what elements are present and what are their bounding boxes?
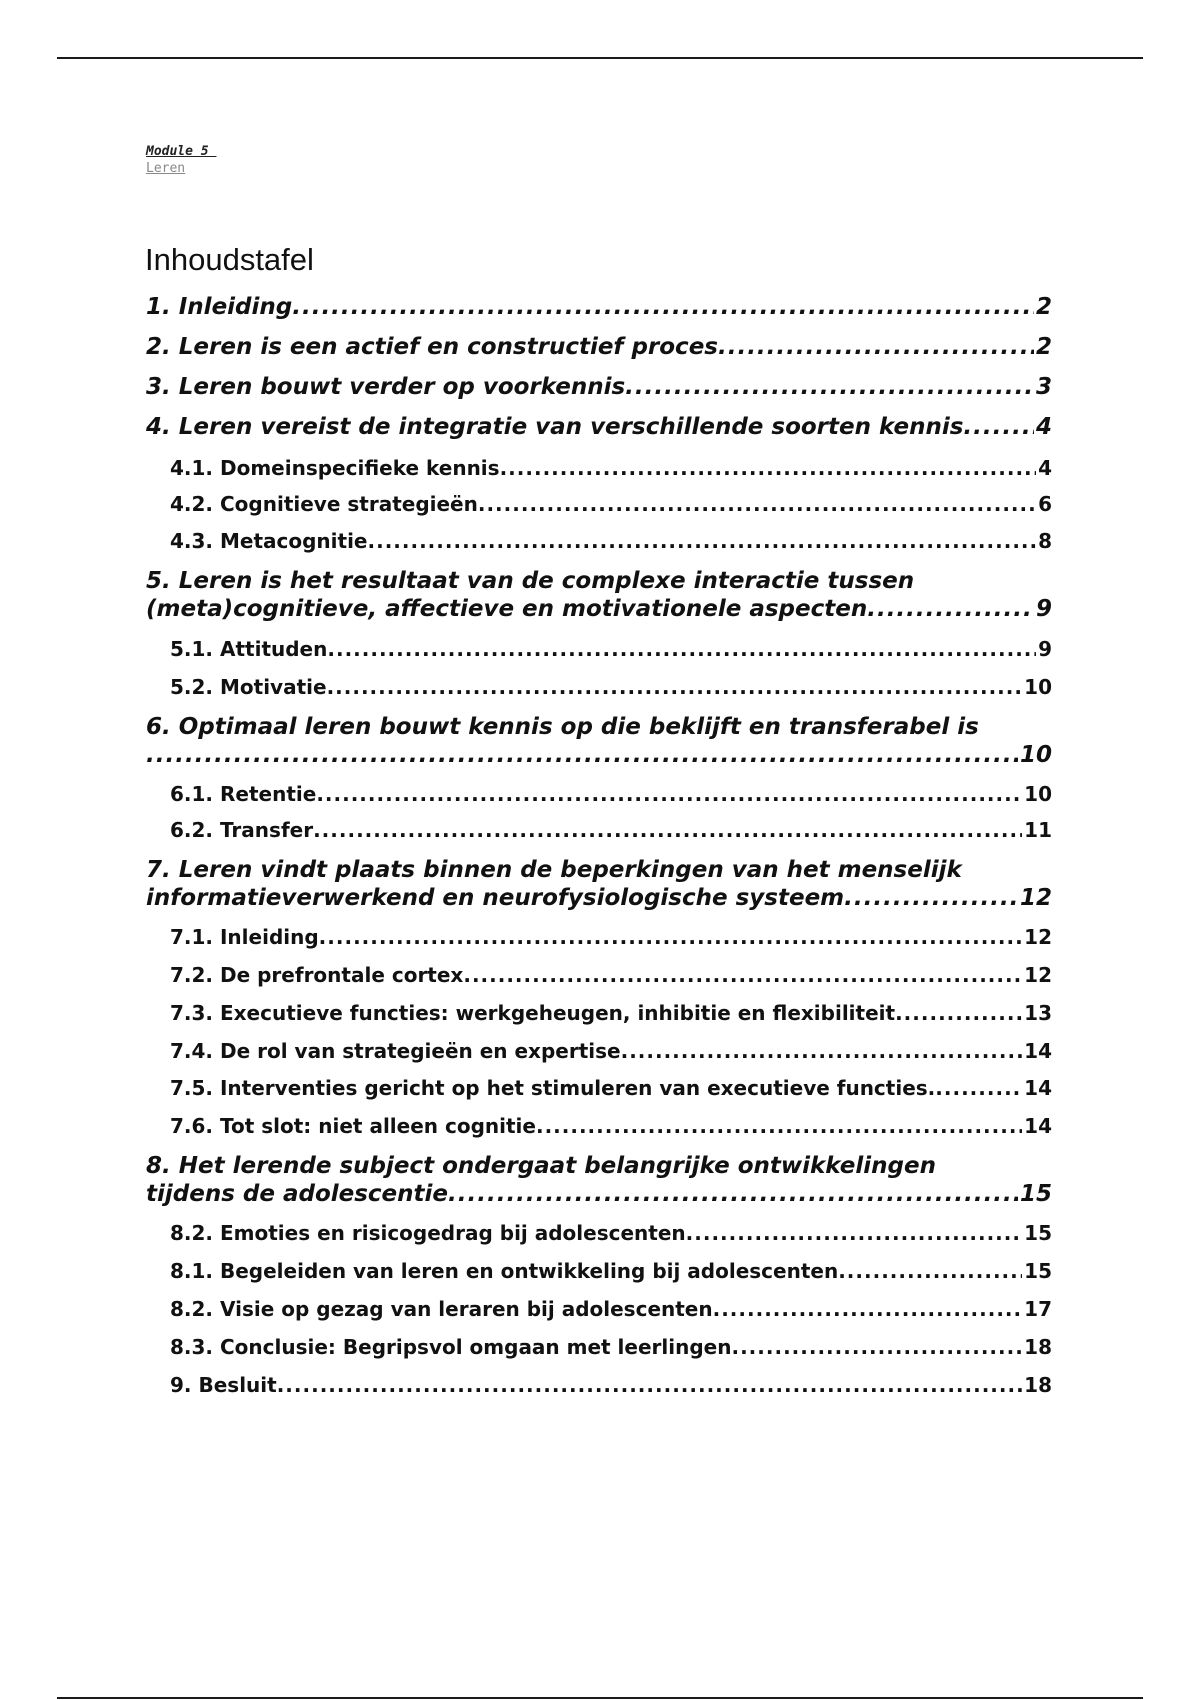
toc-entry-title: 8.1. Begeleiden van leren en ontwikkeling bij adolescenten <box>170 1259 839 1283</box>
toc-entry[interactable] <box>170 924 1052 950</box>
toc-entry[interactable] <box>170 1220 1052 1246</box>
toc-entry-title: 4.3. Metacognitie <box>170 529 368 553</box>
toc-leader <box>327 636 1036 662</box>
toc-entry-page: 15 <box>1019 1181 1052 1207</box>
toc-entry-page: 2 <box>1035 334 1052 360</box>
toc-entry-title: 6.1. Retentie <box>170 782 317 806</box>
toc-leader <box>686 1220 1023 1246</box>
toc-leader <box>867 595 1034 623</box>
toc-entry-page: 14 <box>1024 1039 1052 1063</box>
toc-entry-title: 2. Leren is een actief en constructief proces <box>146 334 718 360</box>
toc-leader <box>146 741 1018 769</box>
bottom-rule <box>57 1697 1143 1699</box>
toc-leader <box>316 781 1022 807</box>
toc-entry-title: 8.2. Emoties en risicogedrag bij adolescenten <box>170 1221 686 1245</box>
toc-entry-page: 18 <box>1024 1373 1052 1397</box>
toc-entry-page: 9 <box>1038 637 1052 661</box>
toc-leader <box>327 674 1023 700</box>
toc-entry-title: 5.2. Motivatie <box>170 675 327 699</box>
toc-entry[interactable] <box>146 1152 1052 1208</box>
toc-entry[interactable] <box>146 373 1052 401</box>
toc-entry[interactable] <box>146 713 1052 769</box>
toc-entry-page: 12 <box>1019 885 1052 911</box>
toc-entry[interactable] <box>170 491 1052 517</box>
toc-leader <box>313 817 1022 843</box>
toc-entry-title: 7.1. Inleiding <box>170 925 319 949</box>
toc-leader <box>448 1180 1018 1208</box>
toc-entry-title: 8.2. Visie op gezag van leraren bij adolescenten <box>170 1297 713 1321</box>
toc-entry-page: 3 <box>1035 374 1052 400</box>
toc-entry-title-line2: tijdens de adolescentie <box>146 1181 449 1207</box>
toc-entry-title-line1: 7. Leren vindt plaats binnen de beperkingen van het menselijk <box>146 857 962 883</box>
toc-entry-page: 13 <box>1024 1001 1052 1025</box>
subject-label: Leren <box>146 161 186 176</box>
toc-entry[interactable] <box>146 567 1052 623</box>
toc-entry-page: 12 <box>1024 925 1052 949</box>
toc-title: Inhoudstafel <box>145 242 314 277</box>
toc-entry-page: 14 <box>1024 1114 1052 1138</box>
toc-leader <box>319 924 1022 950</box>
toc-entry-title: 7.3. Executieve functies: werkgeheugen, inhibitie en flexibiliteit <box>170 1001 896 1025</box>
toc-entry-title: 4.2. Cognitieve strategieën <box>170 492 478 516</box>
toc-entry-page: 2 <box>1035 294 1052 320</box>
toc-entry[interactable] <box>146 333 1052 361</box>
toc-leader <box>478 491 1036 517</box>
document-header <box>146 143 216 177</box>
toc-leader <box>500 455 1037 481</box>
toc-entry-title-line2: (meta)cognitieve, affectieve en motivationele aspecten <box>146 596 868 622</box>
toc-entry[interactable] <box>146 293 1052 321</box>
toc-entry[interactable] <box>170 1075 1052 1101</box>
toc-leader <box>621 1038 1023 1064</box>
toc-entry-title: 9. Besluit <box>170 1373 277 1397</box>
toc-entry[interactable] <box>170 1038 1052 1064</box>
toc-leader <box>536 1113 1022 1139</box>
toc-leader <box>368 528 1037 554</box>
toc-leader <box>838 1258 1022 1284</box>
toc-entry[interactable] <box>170 674 1052 700</box>
toc-entry-title-line1: 5. Leren is het resultaat van de complexe interactie tussen <box>146 568 915 594</box>
toc-entry-page: 9 <box>1035 596 1052 622</box>
toc-entry-page: 11 <box>1024 818 1052 842</box>
toc-leader <box>895 1000 1022 1026</box>
toc-entry-title-line1: 8. Het lerende subject ondergaat belangrijke ontwikkelingen <box>146 1153 936 1179</box>
toc-leader <box>463 962 1022 988</box>
toc-entry-page: 4 <box>1038 456 1052 480</box>
toc-entry[interactable] <box>170 1334 1052 1360</box>
toc-entry[interactable] <box>170 1372 1052 1398</box>
toc-entry-title: 5.1. Attituden <box>170 637 328 661</box>
toc-entry-title: 6.2. Transfer <box>170 818 314 842</box>
toc-leader <box>718 333 1034 361</box>
toc-entry-page: 15 <box>1024 1221 1052 1245</box>
toc-entry-title: 7.5. Interventies gericht op het stimuleren van executieve functies. <box>170 1076 936 1100</box>
toc-entry[interactable] <box>170 1113 1052 1139</box>
toc-entry-page: 15 <box>1024 1259 1052 1283</box>
module-label: Module 5 <box>146 144 217 159</box>
toc-entry-page: 10 <box>1024 675 1052 699</box>
toc-entry-page: 17 <box>1024 1297 1052 1321</box>
toc-entry-title-line1: 6. Optimaal leren bouwt kennis op die beklijft en transferabel is <box>146 714 979 740</box>
toc-entry-title: 1. Inleiding <box>146 294 293 320</box>
toc-entry[interactable] <box>170 817 1052 843</box>
toc-entry[interactable] <box>170 1000 1052 1026</box>
toc-entry-title: 4.1. Domeinspecifieke kennis <box>170 456 500 480</box>
toc-leader <box>731 1334 1022 1360</box>
toc-entry-title: 7.4. De rol van strategieën en expertise <box>170 1039 621 1063</box>
toc-entry[interactable] <box>170 528 1052 554</box>
toc-entry-title: 8.3. Conclusie: Begripsvol omgaan met leerlingen <box>170 1335 732 1359</box>
toc-entry[interactable] <box>170 636 1052 662</box>
toc-entry-page: 10 <box>1024 782 1052 806</box>
toc-entry-page: 8 <box>1038 529 1052 553</box>
toc-entry-title: 3. Leren bouwt verder op voorkennis <box>146 374 626 400</box>
toc-entry-title: 4. Leren vereist de integratie van verschillende soorten kennis <box>146 414 964 440</box>
toc-leader <box>625 373 1034 401</box>
toc-entry[interactable] <box>170 455 1052 481</box>
toc-entry-title-line2: informatieverwerkend en neurofysiologische systeem <box>146 885 845 911</box>
toc-entry[interactable] <box>146 413 1052 441</box>
toc-entry[interactable] <box>170 1258 1052 1284</box>
toc-entry-page: 6 <box>1038 492 1052 516</box>
toc-entry-page: 14 <box>1024 1076 1052 1100</box>
toc-entry-page: 10 <box>1019 742 1052 768</box>
toc-entry-title: 7.6. Tot slot: niet alleen cognitie <box>170 1114 536 1138</box>
toc-entry[interactable] <box>170 781 1052 807</box>
top-rule <box>57 57 1143 59</box>
toc-leader <box>963 413 1034 441</box>
toc-leader <box>277 1372 1022 1398</box>
toc-entry-page: 18 <box>1024 1335 1052 1359</box>
toc-entry-title: 7.2. De prefrontale cortex <box>170 963 464 987</box>
toc-entry[interactable] <box>146 856 1052 912</box>
toc-leader <box>935 1075 1022 1101</box>
toc-entry-page: 4 <box>1035 414 1052 440</box>
toc-leader <box>292 293 1034 321</box>
toc-leader <box>844 884 1018 912</box>
toc-entry[interactable] <box>170 1296 1052 1322</box>
toc-entry[interactable] <box>170 962 1052 988</box>
toc-leader <box>713 1296 1023 1322</box>
toc-entry-page: 12 <box>1024 963 1052 987</box>
